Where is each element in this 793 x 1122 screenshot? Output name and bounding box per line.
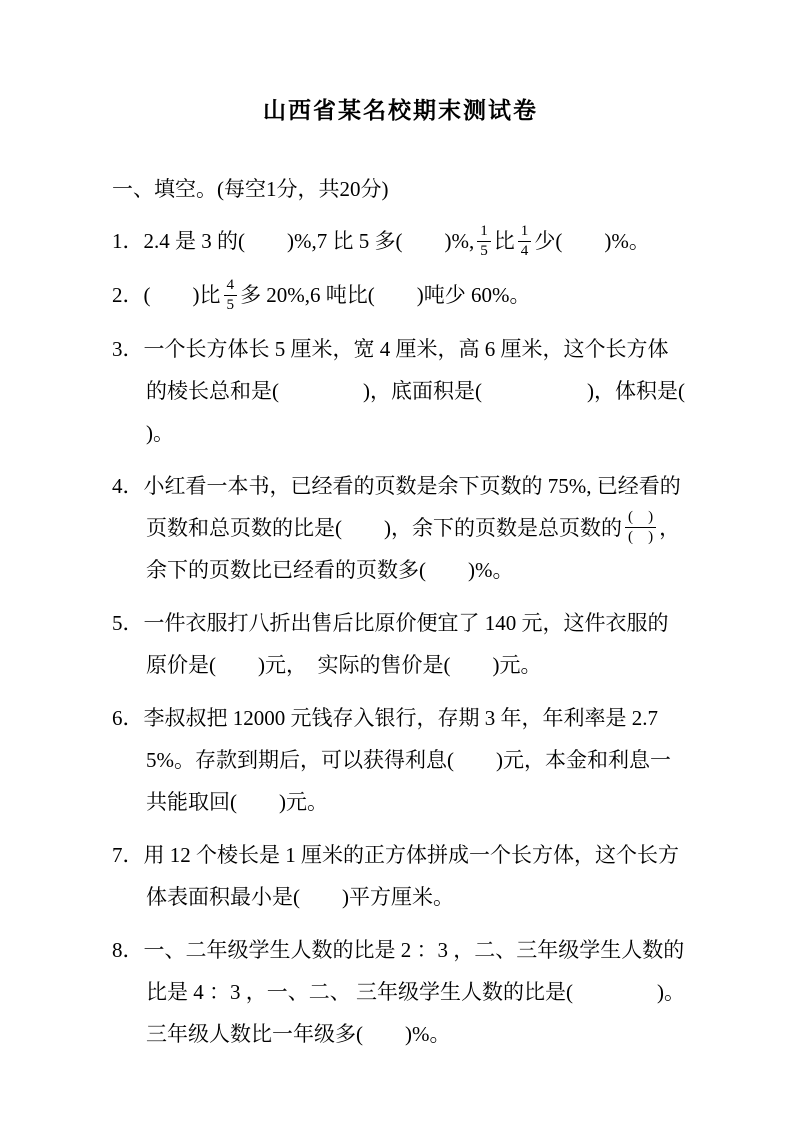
question-text: 一、二年级学生人数的比是 2 ：3 ，二、三年级学生人数的比是 4 ：3 ，一、二、 三年级学生人数的比是( )。三年级人数比一年级多( )%。 xyxy=(143,938,685,1047)
question-text: ( )比 xyxy=(143,282,221,307)
question-number: 2． xyxy=(112,282,144,307)
question-text: 多 20%,6 吨比( )吨少 60%。 xyxy=(240,282,531,307)
question-text: 比 xyxy=(493,229,515,254)
fraction xyxy=(518,222,532,261)
question-text: 一件衣服打八折出售后比原价便宜了 140 元，这件衣服的原价是( )元， 实际的售价是( )元。 xyxy=(143,611,669,678)
fraction-denominator: ( ) xyxy=(627,529,654,546)
question-text: 用 12 个棱长是 1 厘米的正方体拼成一个长方体，这个长方体表面积最小是( )平方厘米。 xyxy=(143,843,679,910)
fraction-numerator: 1 xyxy=(477,222,491,242)
question-text: ，余下的页数比已经看的页数多( )%。 xyxy=(146,515,681,583)
question-text: 少( )%。 xyxy=(534,229,650,254)
question-number: 8． xyxy=(112,938,144,963)
fraction-denominator: 5 xyxy=(480,243,488,260)
question-text: 一个长方体长 5 厘米，宽 4 厘米，高 6 厘米，这个长方体的棱长总和是( )，底面积是( )，体积是( )。 xyxy=(143,336,748,445)
question-number: 3． xyxy=(112,336,144,361)
fraction-denominator: 4 xyxy=(520,243,529,260)
question-6 xyxy=(112,697,689,823)
question-text: 小红看一本书，已经看的页数是余下页数的 75%, 已经看的页数和总页数的比是( )，余下的页数是总页数的 xyxy=(143,473,681,540)
question-2 xyxy=(112,274,689,317)
question-5 xyxy=(112,602,689,686)
question-8 xyxy=(112,929,689,1055)
question-text: 2.4 是 3 的( )%,7 比 5 多( )%, xyxy=(143,229,475,254)
question-list xyxy=(112,220,748,1055)
question-number: 5． xyxy=(112,611,144,636)
fraction xyxy=(625,508,656,547)
fraction-denominator: 5 xyxy=(226,296,235,313)
fraction xyxy=(477,222,491,261)
question-number: 1． xyxy=(112,229,144,254)
fraction-numerator: 4 xyxy=(224,276,238,296)
question-3 xyxy=(112,328,748,454)
fraction xyxy=(224,276,238,315)
paper-title: 山西省某名校期末测试卷 xyxy=(263,98,538,123)
fraction-numerator: 1 xyxy=(518,222,532,242)
question-7 xyxy=(112,834,689,918)
question-number: 7． xyxy=(112,843,144,868)
fraction-numerator: ( ) xyxy=(625,508,656,528)
section-heading: 一、填空。(每空1分，共20分) xyxy=(112,177,389,201)
question-4 xyxy=(112,465,689,592)
question-1 xyxy=(112,220,689,263)
question-text: 李叔叔把 12000 元钱存入银行，存期 3 年，年利率是 2.75%。存款到期后，可以获得利息( )元，本金和利息一共能取回( )元。 xyxy=(143,706,671,815)
question-number: 6． xyxy=(112,706,144,731)
question-number: 4． xyxy=(112,473,144,498)
